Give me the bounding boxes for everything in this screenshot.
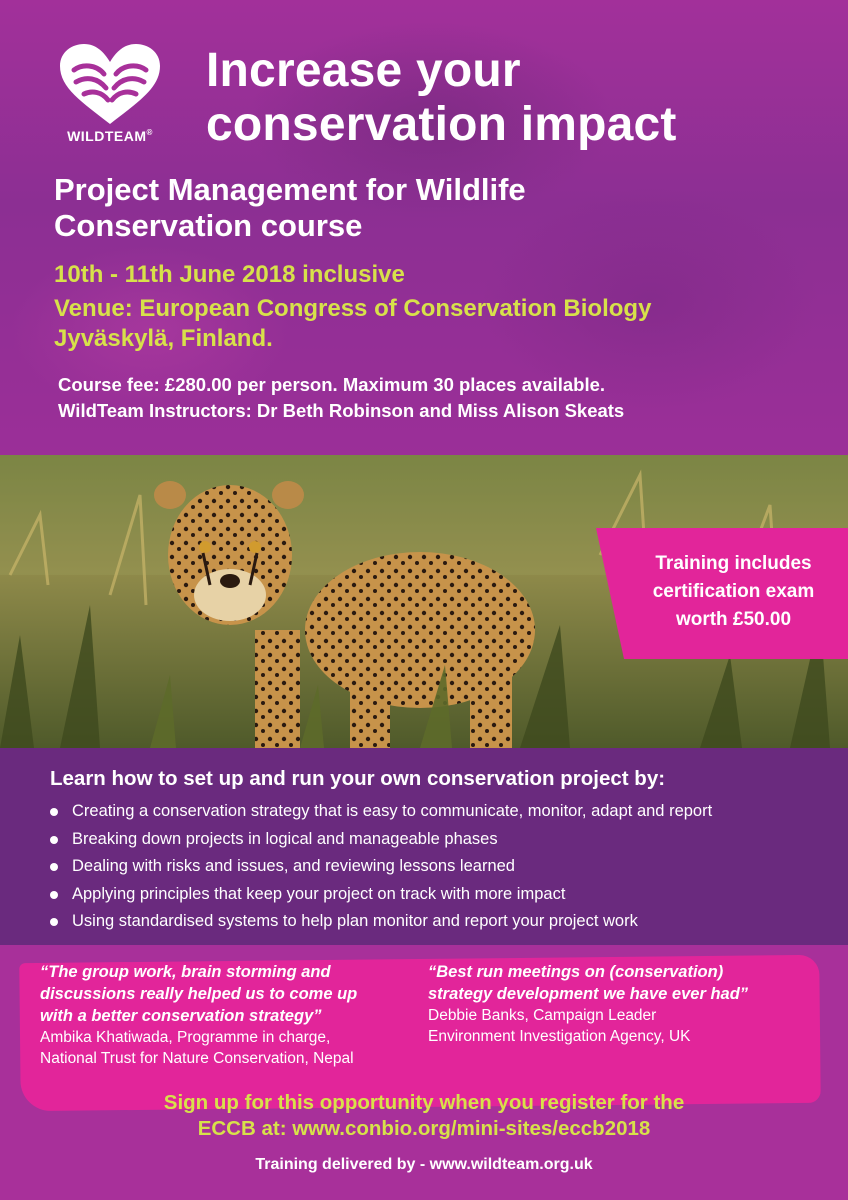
- instructors: WildTeam Instructors: Dr Beth Robinson and Miss Alison Skeats: [58, 400, 625, 421]
- quote-line: “Best run meetings on (conservation): [428, 963, 724, 981]
- testimonial-2: [428, 961, 818, 1047]
- venue-line-2: Jyväskylä, Finland.: [54, 325, 273, 352]
- list-item: [50, 826, 840, 854]
- bullet-icon: [50, 891, 58, 899]
- registered-mark: ®: [146, 128, 153, 137]
- list-item-text: Breaking down projects in logical and manageable phases: [72, 829, 498, 848]
- testimonials-section: [0, 945, 848, 1200]
- course-title: [54, 172, 814, 244]
- badge-line-3: worth £50.00: [675, 609, 792, 630]
- quote-line: discussions really helped us to come up: [40, 985, 358, 1003]
- venue-line-1: Venue: European Congress of Conservation Biology: [54, 295, 652, 322]
- learn-section: [0, 748, 848, 945]
- author-line: Debbie Banks, Campaign Leader: [428, 1007, 657, 1024]
- bullet-icon: [50, 808, 58, 816]
- headline: [206, 44, 836, 152]
- author-line: Ambika Khatiwada, Programme in charge,: [40, 1029, 331, 1046]
- bullet-icon: [50, 863, 58, 871]
- course-fee: Course fee: £280.00 per person. Maximum 30 places available.: [58, 374, 606, 395]
- course-dates: 10th - 11th June 2018 inclusive: [54, 261, 405, 288]
- fee-info: [58, 372, 838, 424]
- testimonial-1: [40, 961, 420, 1069]
- testimonial-quote: [40, 961, 420, 1027]
- list-item: [50, 908, 840, 936]
- signup-line-1: Sign up for this opportunity when you register for the: [163, 1091, 685, 1114]
- logo-name: WILDTEAM: [67, 128, 147, 144]
- venue: [54, 294, 834, 354]
- course-title-line-1: Project Management for Wildlife: [54, 172, 526, 207]
- badge-line-1: Training includes: [655, 553, 812, 574]
- author-line: Environment Investigation Agency, UK: [428, 1028, 691, 1045]
- quote-line: with a better conservation strategy”: [40, 1007, 322, 1025]
- signup-call-to-action: [40, 1090, 808, 1142]
- author-line: National Trust for Nature Conservation, Nepal: [40, 1050, 354, 1067]
- quote-line: “The group work, brain storming and: [40, 963, 331, 981]
- headline-line-2: conservation impact: [206, 98, 677, 151]
- bullet-icon: [50, 918, 58, 926]
- list-item-text: Creating a conservation strategy that is easy to communicate, monitor, adapt and report: [72, 802, 713, 820]
- testimonial-quote: [428, 961, 818, 1005]
- quote-line: strategy development we have ever had”: [428, 985, 749, 1003]
- heart-hands-icon: [52, 40, 168, 130]
- list-item-text: Dealing with risks and issues, and reviewing lessons learned: [72, 857, 515, 875]
- course-title-line-2: Conservation course: [54, 208, 363, 243]
- testimonial-author: [428, 1005, 818, 1047]
- list-item-text: Applying principles that keep your project on track with more impact: [72, 884, 566, 903]
- badge-text: [626, 550, 841, 634]
- wildteam-logo: [52, 40, 168, 150]
- list-item-text: Using standardised systems to help plan monitor and report your project work: [72, 912, 638, 930]
- badge-line-2: certification exam: [652, 581, 815, 602]
- delivered-by: Training delivered by - www.wildteam.org.uk: [255, 1156, 593, 1173]
- bullet-icon: [50, 836, 58, 844]
- list-item: [50, 798, 840, 826]
- testimonial-author: [40, 1027, 420, 1069]
- logo-wordmark: [52, 128, 168, 144]
- signup-line-2: ECCB at: www.conbio.org/mini-sites/eccb2018: [197, 1117, 651, 1140]
- certification-badge: [596, 528, 848, 659]
- list-item: [50, 853, 840, 881]
- list-item: [50, 881, 840, 909]
- learn-list: [50, 798, 840, 936]
- headline-line-1: Increase your: [206, 44, 521, 97]
- learn-title: Learn how to set up and run your own conservation project by:: [50, 767, 666, 790]
- header-section: [0, 0, 848, 455]
